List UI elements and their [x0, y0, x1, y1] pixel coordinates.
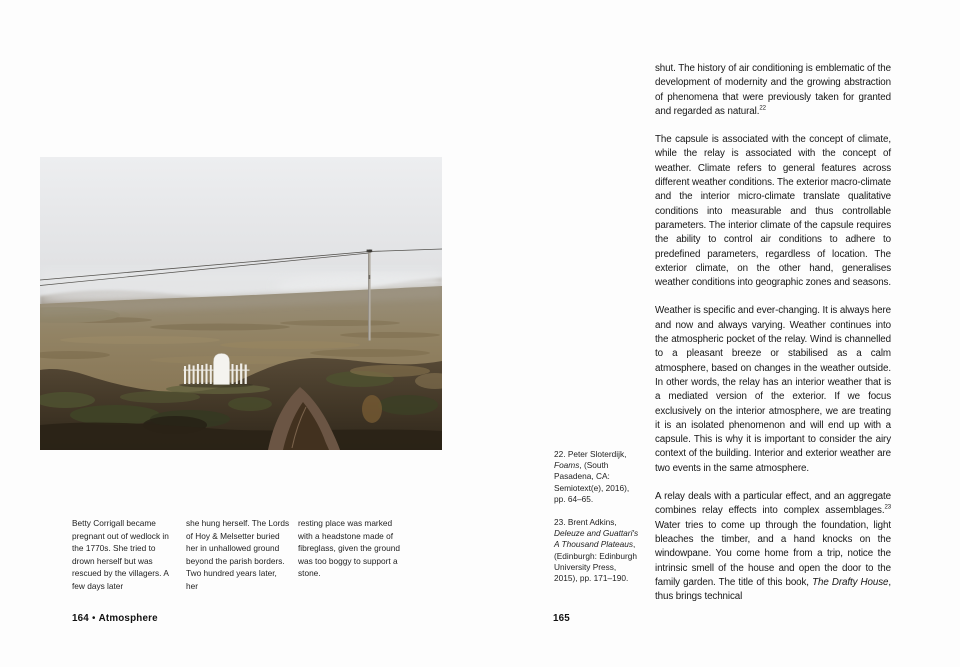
footnote-22: 22. Peter Sloterdijk, Foams, (South Pasadena, CA: Semiotext(e), 2016), pp. 64–65. [554, 449, 630, 504]
section-title: Atmosphere [98, 613, 158, 624]
landscape-photo [40, 157, 442, 450]
caption-column-1: Betty Corrigall became pregnant out of wedlock in the 1770s. She tried to drown herself but was rescued by the villagers. A few days later [72, 518, 169, 591]
right-page-number: 165 [553, 613, 570, 624]
headstone [214, 354, 230, 385]
body-text [655, 62, 891, 618]
caption-column-2: she hung herself. The Lords of Hoy & Melsetter buried her in unhallowed ground beyond the parish borders. Two hundred years later, her [186, 518, 290, 591]
left-page-number: 164 [72, 613, 89, 624]
paragraph-4: A relay deals with a particular effect, and an aggregate combines relay effects into complex assemblages.$^{23}$ Water tries to come up through the foundation, light bleaches the timber, and a hand knocks on the windowpane. You come home from a trip, notice the intrinsic smell of the house and open the door to the family garden. The title of this book, The Drafty House, thus brings technical [655, 491, 891, 603]
paragraph-3: Weather is specific and ever-changing. It is always here and now and always varying. Weather continues into the atmospheric pocket of the relay. Wind is channelled to a pleasant breeze or stabilised as a calm atmosphere, based on changes in the weather outside. In other words, the relay has an interior weather that is a mediated version of the exterior. If we focus exclusively on the interior atmosphere, we are treating it is an isolated phenomenon and will end up with a capsule. This is why it is important to consider the airy context of the building. Interior and exterior weather are two events in the same atmosphere. [655, 305, 891, 474]
paragraph-1: shut. The history of air conditioning is emblematic of the development of modernity and the growing abstraction of phenomena that were previously taken for granted and regarded as natural.$^{22}$ [655, 63, 891, 117]
footer-separator: • [91, 613, 96, 624]
left-page-footer [72, 613, 158, 624]
dry-grass [350, 365, 430, 377]
caption-column-3: resting place was marked with a headstone made of fibreglass, given the ground was too boggy to support a stone. [298, 518, 400, 579]
paragraph-2: The capsule is associated with the concept of climate, while the relay is associated with the concept of weather. Climate refers to general features across different weather conditions. The exterior macro-climate and the interior micro-climate translate qualitative conditions into measurable and thus controllable parameters. The interior climate of the capsule requires the ability to control air conditions to adhere to predefined parameters, regardless of location. The exterior climate, on the other hand, generalises weather conditions into geographic zones and seasons. [655, 134, 891, 289]
landscape-photo-art [40, 157, 442, 450]
footnotes [554, 449, 642, 596]
right-page-footer [553, 613, 570, 624]
footnote-23: 23. Brent Adkins, Deleuze and Guattari's A Thousand Plateaus, (Edinburgh: Edinburgh University Press, 2015), pp. 171–190. [554, 517, 639, 584]
